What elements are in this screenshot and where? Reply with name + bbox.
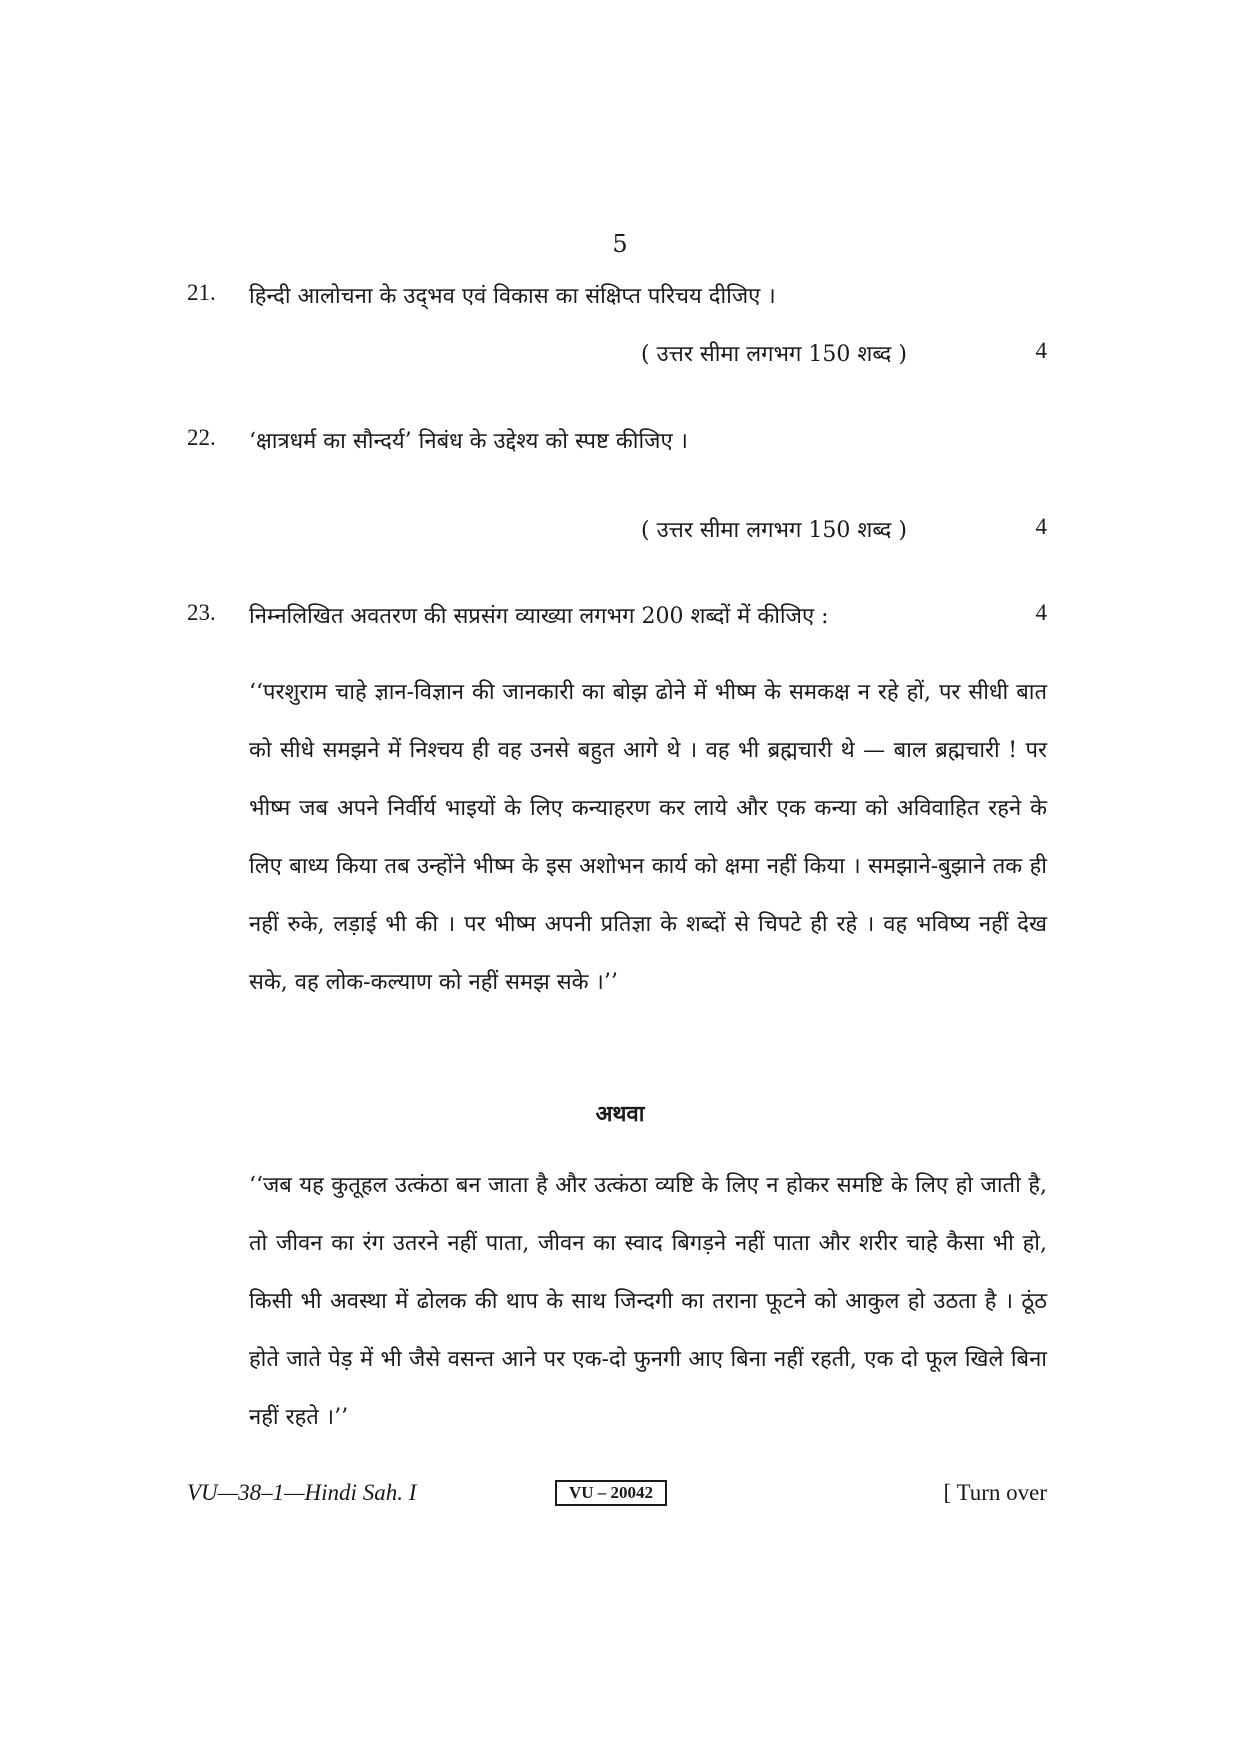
question-number: 22. xyxy=(187,425,216,450)
answer-limit-row-22 xyxy=(187,514,1047,548)
answer-limit: ( उत्तर सीमा लगभग 150 शब्द ) xyxy=(641,342,907,367)
question-marks: 4 xyxy=(1035,600,1047,625)
page-footer xyxy=(187,1480,1047,1514)
question-number: 23. xyxy=(187,600,216,625)
question-marks: 4 xyxy=(1035,338,1047,363)
page-number: 5 xyxy=(612,230,628,258)
question-text: ‘क्षात्रधर्म का सौन्दर्य’ निबंध के उद्देश्य को स्पष्ट कीजिए । xyxy=(249,429,688,454)
passage-1: ‘‘परशुराम चाहे ज्ञान-विज्ञान की जानकारी का बोझ ढोने में भीष्म के समकक्ष न रहे हों, पर सीधी बात को सीधे समझने में निश्चय ही वह उनसे बहुत आगे थे । वह भी ब्रह्मचारी थे — बाल ब्रह्मचारी ! पर भीष्म जब अपने निर्वीर्य भाइयों के लिए कन्याहरण कर लाये और एक कन्या को अविवाहित रहने के लिए बाध्य किया तब उन्होंने भीष्म के इस अशोभन कार्य को क्षमा नहीं किया । समझाने-बुझाने तक ही नहीं रुके, लड़ाई भी की । पर भीष्म अपनी प्रतिज्ञा के शब्दों से चिपटे ही रहे । वह भविष्य नहीं देख सके, वह लोक-कल्याण को नहीं समझ सके ।’’ xyxy=(249,680,1047,995)
paper-code: VU—38–1—Hindi Sah. I xyxy=(187,1480,417,1505)
question-text: हिन्दी आलोचना के उद्‌भव एवं विकास का संक्षिप्त परिचय दीजिए । xyxy=(249,284,776,309)
question-23 xyxy=(187,600,1047,634)
question-22 xyxy=(187,425,1047,459)
or-label: अथवा xyxy=(595,1101,645,1127)
question-text: निम्नलिखित अवतरण की सप्रसंग व्याख्या लगभग 200 शब्दों में कीजिए : xyxy=(249,604,829,629)
answer-limit: ( उत्तर सीमा लगभग 150 शब्द ) xyxy=(641,518,907,543)
question-marks: 4 xyxy=(1035,514,1047,539)
passage-2: ‘‘जब यह कुतूहल उत्कंठा बन जाता है और उत्कंठा व्यष्टि के लिए न होकर समष्टि के लिए हो जाती है, तो जीवन का रंग उतरने नहीं पाता, जीवन का स्वाद बिगड़ने नहीं पाता और शरीर चाहे कैसा भी हो, किसी भी अवस्था में ढोलक की थाप के साथ जिन्दगी का तराना फूटने को आकुल हो उठता है । ठूंठ होते जाते पेड़ में भी जैसे वसन्त आने पर एक-दो फुनगी आए बिना नहीं रहती, एक दो फूल खिले बिना नहीं रहते ।’’ xyxy=(249,1173,1047,1430)
question-21 xyxy=(187,280,1047,314)
paper-code-box: VU – 20042 xyxy=(555,1480,667,1506)
question-number: 21. xyxy=(187,280,216,305)
turn-over-note: [ Turn over xyxy=(943,1480,1047,1505)
answer-limit-row-21 xyxy=(187,338,1047,372)
